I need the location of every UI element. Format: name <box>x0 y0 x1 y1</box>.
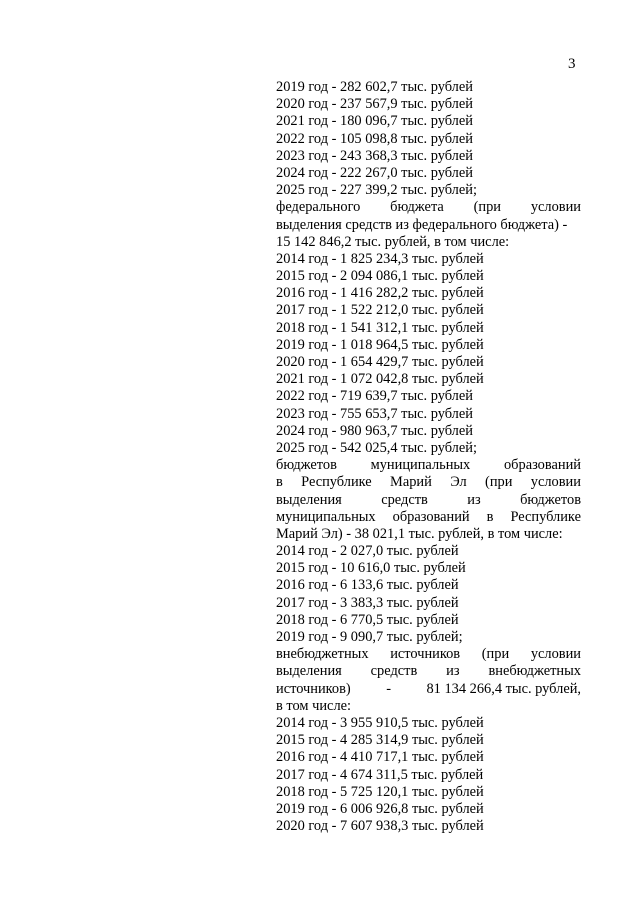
text-word: из <box>467 491 481 508</box>
text-line: 2016 год - 4 410 717,1 тыс. рублей <box>276 749 484 766</box>
text-word: из <box>446 663 460 680</box>
text-line: 2017 год - 1 522 212,0 тыс. рублей <box>276 302 484 319</box>
text-line: 2021 год - 180 096,7 тыс. рублей <box>276 113 473 130</box>
text-word: муниципальных <box>276 508 376 525</box>
text-line: 2020 год - 237 567,9 тыс. рублей <box>276 96 473 113</box>
text-line: 2022 год - 719 639,7 тыс. рублей <box>276 388 473 405</box>
text-word: федерального <box>276 199 361 216</box>
text-line: 2025 год - 542 025,4 тыс. рублей; <box>276 439 477 456</box>
text-line: 2015 год - 2 094 086,1 тыс. рублей <box>276 268 484 285</box>
text-line: 2015 год - 4 285 314,9 тыс. рублей <box>276 732 484 749</box>
text-word: условии <box>530 199 581 216</box>
text-word: 81 134 266,4 тыс. рублей, <box>426 680 581 697</box>
text-word: (при <box>473 199 501 216</box>
text-line: 2015 год - 10 616,0 тыс. рублей <box>276 560 466 577</box>
text-word: внебюджетных <box>276 646 369 663</box>
text-line: 2019 год - 282 602,7 тыс. рублей <box>276 79 473 95</box>
text-line: 2023 год - 755 653,7 тыс. рублей <box>276 405 473 422</box>
text-word: средств <box>381 491 428 508</box>
text-word: бюджета <box>390 199 444 216</box>
text-line: выделения средств из федерального бюджета) - <box>276 216 568 233</box>
text-word: средств <box>370 663 418 680</box>
text-word: образований <box>503 457 581 474</box>
text-word: в <box>486 508 494 525</box>
text-line: 2017 год - 4 674 311,5 тыс. рублей <box>276 766 484 783</box>
text-line: 2014 год - 2 027,0 тыс. рублей <box>276 543 459 560</box>
text-line: 2025 год - 227 399,2 тыс. рублей; <box>276 182 477 199</box>
text-line <box>276 199 581 216</box>
text-line: 2017 год - 3 383,3 тыс. рублей <box>276 594 459 611</box>
text-line: 2020 год - 7 607 938,3 тыс. рублей <box>276 818 484 835</box>
text-line <box>276 509 581 526</box>
text-line <box>276 457 581 474</box>
document-body <box>276 79 581 835</box>
text-word: бюджетов <box>276 457 337 474</box>
text-word: выделения <box>276 491 342 508</box>
text-line: 2019 год - 9 090,7 тыс. рублей; <box>276 629 463 645</box>
text-word: Республике <box>510 508 581 525</box>
text-word: - <box>386 680 391 697</box>
text-word: Республике <box>301 474 372 491</box>
text-line: 2014 год - 1 825 234,3 тыс. рублей <box>276 250 484 267</box>
text-line <box>276 492 581 509</box>
text-line: 2018 год - 6 770,5 тыс. рублей <box>276 611 459 628</box>
text-line: Марий Эл) - 38 021,1 тыс. рублей, в том числе: <box>276 525 563 542</box>
text-line: 2016 год - 6 133,6 тыс. рублей <box>276 577 459 594</box>
text-word: образований <box>392 508 470 525</box>
text-line <box>276 646 581 663</box>
text-line <box>276 681 581 698</box>
text-word: (при <box>485 474 513 491</box>
text-line: 2020 год - 1 654 429,7 тыс. рублей <box>276 354 484 370</box>
page-number: 3 <box>568 56 576 72</box>
text-line: 2024 год - 222 267,0 тыс. рублей <box>276 164 473 181</box>
text-word: условии <box>530 646 581 663</box>
text-line: 2019 год - 6 006 926,8 тыс. рублей <box>276 800 484 817</box>
text-word: выделения <box>276 663 342 680</box>
text-word: источников <box>390 646 461 663</box>
text-line: в том числе: <box>276 697 352 714</box>
text-line <box>276 474 581 491</box>
text-line: 2014 год - 3 955 910,5 тыс. рублей <box>276 714 484 731</box>
text-line: 2016 год - 1 416 282,2 тыс. рублей <box>276 285 484 302</box>
text-word: внебюджетных <box>488 663 581 680</box>
text-line <box>276 663 581 680</box>
text-word: муниципальных <box>370 457 471 474</box>
text-line: 2024 год - 980 963,7 тыс. рублей <box>276 422 473 439</box>
text-line: 2022 год - 105 098,8 тыс. рублей <box>276 130 473 147</box>
text-word: источников) <box>276 680 351 697</box>
text-line: 2021 год - 1 072 042,8 тыс. рублей <box>276 371 484 388</box>
text-word: Марий <box>390 474 432 491</box>
text-word: Эл <box>450 474 467 491</box>
text-line: 2019 год - 1 018 964,5 тыс. рублей <box>276 336 484 353</box>
text-line: 2023 год - 243 368,3 тыс. рублей <box>276 147 473 164</box>
text-word: (при <box>481 646 510 663</box>
text-line: 15 142 846,2 тыс. рублей, в том числе: <box>276 233 510 250</box>
text-line: 2018 год - 5 725 120,1 тыс. рублей <box>276 783 484 800</box>
text-word: в <box>276 474 283 491</box>
text-line: 2018 год - 1 541 312,1 тыс. рублей <box>276 319 484 336</box>
text-word: бюджетов <box>520 491 581 508</box>
text-word: условии <box>530 474 581 491</box>
